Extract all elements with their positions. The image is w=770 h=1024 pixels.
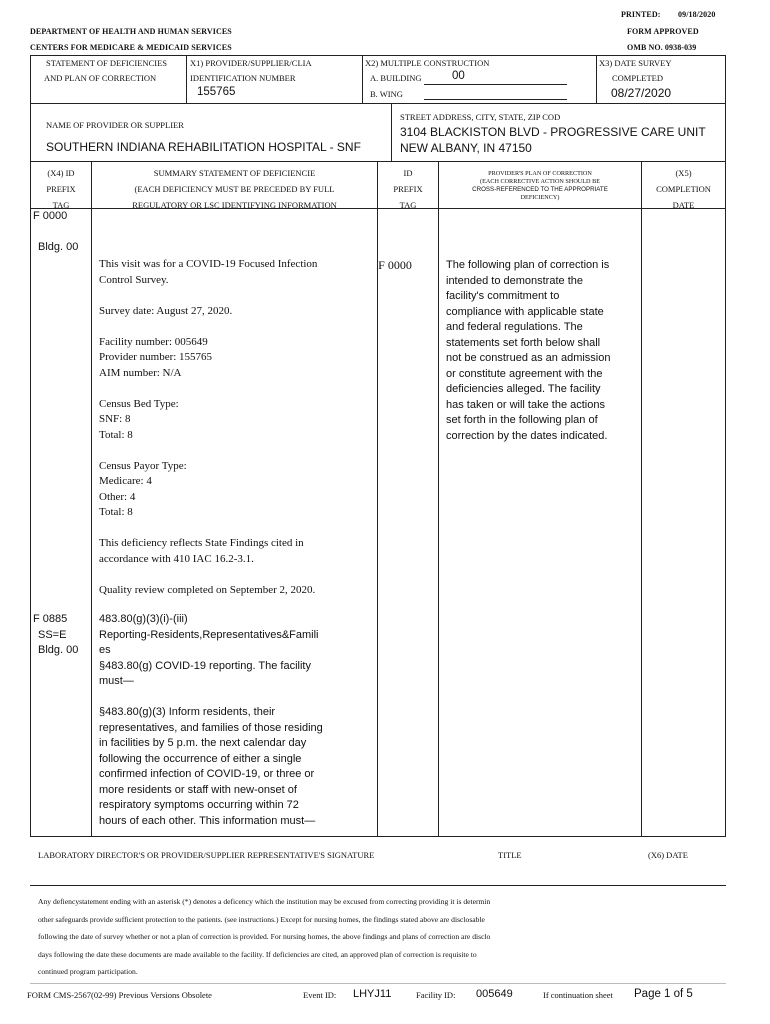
col-x5-header: [642, 165, 725, 213]
col-x4-id: (X4) ID: [47, 168, 75, 178]
col-id-tag: TAG: [399, 200, 417, 210]
summary2-line: es: [99, 644, 111, 656]
col-id-prefix: PREFIX: [393, 184, 423, 194]
disclaimer-line: Any defiencystatement ending with an asterisk (*) denotes a deficency which the institution may be excused from correcting providing it is determin: [38, 897, 491, 906]
summary-line: [99, 381, 317, 397]
summary-line: Provider number: 155765: [99, 351, 213, 363]
provider-number: 155765: [197, 86, 236, 98]
plan-line: or constitute agreement with the: [446, 367, 603, 380]
deficiency-building: Bldg. 00: [38, 241, 79, 253]
summary-line: This deficiency reflects State Findings cited in: [99, 537, 304, 549]
tag2-scope: SS=E: [38, 628, 67, 641]
summary-line: [99, 567, 317, 583]
col-x5-label: (X5): [675, 168, 692, 178]
plan-of-correction: [446, 258, 611, 444]
x3-sub: COMPLETED: [612, 73, 663, 83]
event-id-label: Event ID:: [303, 990, 337, 1000]
summary-line: [99, 521, 317, 537]
address-line2: NEW ALBANY, IN 47150: [400, 141, 532, 155]
department-title: DEPARTMENT OF HEALTH AND HUMAN SERVICES: [30, 27, 232, 36]
plan-line: The following plan of correction is: [446, 259, 610, 271]
col-summary-line1: SUMMARY STATEMENT OF DEFICIENCIE: [153, 168, 316, 178]
x2-label: X2) MULTIPLE CONSTRUCTION: [365, 58, 490, 68]
plan-line: facility's commitment to: [446, 290, 560, 302]
plan-line: deficiencies alleged. The facility: [446, 383, 601, 395]
statement-line2: AND PLAN OF CORRECTION: [44, 73, 157, 83]
col-plan-header: [439, 170, 641, 202]
summary-line: Quality review completed on September 2, 2020.: [99, 583, 316, 596]
summary-line: Census Bed Type:: [99, 397, 179, 410]
omb-number: OMB NO. 0938-039: [627, 43, 697, 52]
provider-name: SOUTHERN INDIANA REHABILITATION HOSPITAL - SNF: [46, 140, 361, 154]
address-line1: 3104 BLACKISTON BLVD - PROGRESSIVE CARE UNIT: [400, 125, 706, 139]
summary-line: SNF: 8: [99, 413, 131, 425]
plan-line: set forth in the following plan of: [446, 414, 598, 426]
plan-line: has taken or will take the actions: [446, 398, 605, 411]
summary2-line: §483.80(g)(3) Inform residents, their: [99, 706, 276, 718]
col-id-header: [378, 165, 438, 213]
plan-line: compliance with applicable state: [446, 305, 604, 318]
col-summary-header: [92, 165, 377, 213]
summary-line: Medicare: 4: [99, 475, 152, 487]
plan-line: intended to demonstrate the: [446, 274, 583, 287]
summary2-line: representatives, and families of those residing: [99, 721, 323, 734]
summary-line: [99, 319, 317, 335]
building-value: 00: [452, 70, 465, 82]
summary2-line: respiratory symptoms occurring within 72: [99, 799, 299, 811]
form-approved: FORM APPROVED: [627, 27, 699, 36]
deficiency-tag: F 0000: [33, 210, 68, 222]
plan-line: correction by the dates indicated.: [446, 429, 608, 442]
summary-line: Survey date: August 27, 2020.: [99, 304, 233, 317]
form-id: FORM CMS-2567(02-99) Previous Versions Obsolete: [27, 990, 212, 1000]
summary-line: [99, 288, 317, 304]
col-plan-line1: PROVIDER'S PLAN OF CORRECTION: [488, 170, 592, 177]
disclaimer: [38, 893, 490, 981]
col-summary-line3: REGULATORY OR LSC IDENTIFYING INFORMATION: [132, 200, 337, 210]
col-x5-completion: COMPLETION: [656, 184, 711, 194]
summary2-line: following the occurrence of either a single: [99, 752, 302, 765]
title-label: TITLE: [498, 850, 522, 860]
summary2-line: hours of each other. This information must—: [99, 814, 316, 827]
x1-label: X1) PROVIDER/SUPPLIER/CLIA: [190, 58, 312, 68]
printed-label: PRINTED:: [621, 10, 661, 19]
summary2-line: Reporting-Residents,Representatives&Famili: [99, 628, 319, 641]
disclaimer-line: days following the date these documents are made available to the facility. If deficiencies are cited, an approved plan of correction is requisite to: [38, 949, 477, 959]
col-plan-line3: CROSS-REFERENCED TO THE APPROPRIATE: [472, 186, 608, 193]
col-plan-line4: DEFICIENCY): [520, 194, 560, 201]
facility-id-value: 005649: [476, 988, 513, 1000]
statement-line1: STATEMENT OF DEFICIENCIES: [46, 58, 168, 68]
disclaimer-line: following the date of survey whether or not a plan of correction is provided. For nursing homes, the above findings and plans of correction are disclo: [38, 932, 491, 941]
summary-statement: [99, 257, 317, 598]
x6-date-label: (X6) DATE: [648, 850, 688, 860]
summary2-line: more residents or staff with new-onset of: [99, 783, 297, 796]
summary-line: This visit was for a COVID-19 Focused Infection: [99, 258, 318, 270]
tag2-id: F 0885: [33, 613, 68, 625]
col-id-id: ID: [403, 168, 413, 178]
disclaimer-line: continued program participation.: [38, 967, 138, 976]
summary2-line: confirmed infection of COVID-19, or three or: [99, 768, 315, 780]
summary2-line: §483.80(g) COVID-19 reporting. The facility: [99, 659, 311, 672]
plan-id-prefix: F 0000: [378, 258, 412, 272]
tag2-building: Bldg. 00: [38, 644, 79, 656]
summary-line: Control Survey.: [99, 273, 169, 286]
col-x4-tag: TAG: [52, 200, 70, 210]
col-x4-header: [31, 165, 91, 213]
col-summary-line2: (EACH DEFICIENCY MUST BE PRECEDED BY FULL: [134, 184, 335, 194]
page-number: Page 1 of 5: [634, 988, 693, 1000]
x3-label: X3) DATE SURVEY: [599, 58, 672, 68]
continuation-label: If continuation sheet: [543, 990, 613, 1000]
event-id-value: LHYJ11: [353, 988, 392, 1000]
survey-date: 08/27/2020: [611, 86, 672, 100]
summary-line: [99, 443, 317, 459]
plan-line: and federal regulations. The: [446, 321, 583, 333]
summary-line: accordance with 410 IAC 16.2-3.1.: [99, 552, 254, 565]
summary-statement-2: [99, 612, 323, 829]
x1-sub: IDENTIFICATION NUMBER: [190, 73, 296, 83]
deficiency-tag-2: [33, 612, 78, 659]
summary2-line: 483.80(g)(3)(i)-(iii): [99, 613, 188, 625]
summary2-line: must—: [99, 675, 134, 687]
summary-line: Facility number: 005649: [99, 335, 208, 348]
summary-line: AIM number: N/A: [99, 366, 182, 379]
address-label: STREET ADDRESS, CITY, STATE, ZIP COD: [400, 112, 561, 122]
name-label: NAME OF PROVIDER OR SUPPLIER: [46, 120, 184, 130]
plan-line: not be construed as an admission: [446, 352, 611, 364]
centers-title: CENTERS FOR MEDICARE & MEDICAID SERVICES: [30, 43, 232, 52]
summary2-line: in facilities by 5 p.m. the next calendar day: [99, 737, 307, 749]
disclaimer-line: other safeguards provide sufficient protection to the patients. (see instructions.) Except for nursing homes, the findings stated above are disclosable: [38, 914, 485, 924]
facility-id-label: Facility ID:: [416, 990, 456, 1000]
wing-label: B. WING: [370, 89, 403, 99]
col-x4-prefix: PREFIX: [46, 184, 76, 194]
col-plan-line2: (EACH CORRECTIVE ACTION SHOULD BE: [480, 178, 600, 185]
plan-line: statements set forth below shall: [446, 336, 601, 349]
summary-line: Other: 4: [99, 490, 136, 503]
summary2-line: [99, 690, 323, 706]
summary-line: Total: 8: [99, 506, 133, 518]
signature-label: LABORATORY DIRECTOR'S OR PROVIDER/SUPPLIER REPRESENTATIVE'S SIGNATURE: [38, 850, 375, 860]
summary-line: Census Payor Type:: [99, 459, 187, 472]
building-label: A. BUILDING: [370, 73, 422, 83]
summary-line: Total: 8: [99, 428, 133, 441]
col-x5-date: DATE: [672, 200, 695, 210]
printed-date: 09/18/2020: [678, 10, 716, 19]
